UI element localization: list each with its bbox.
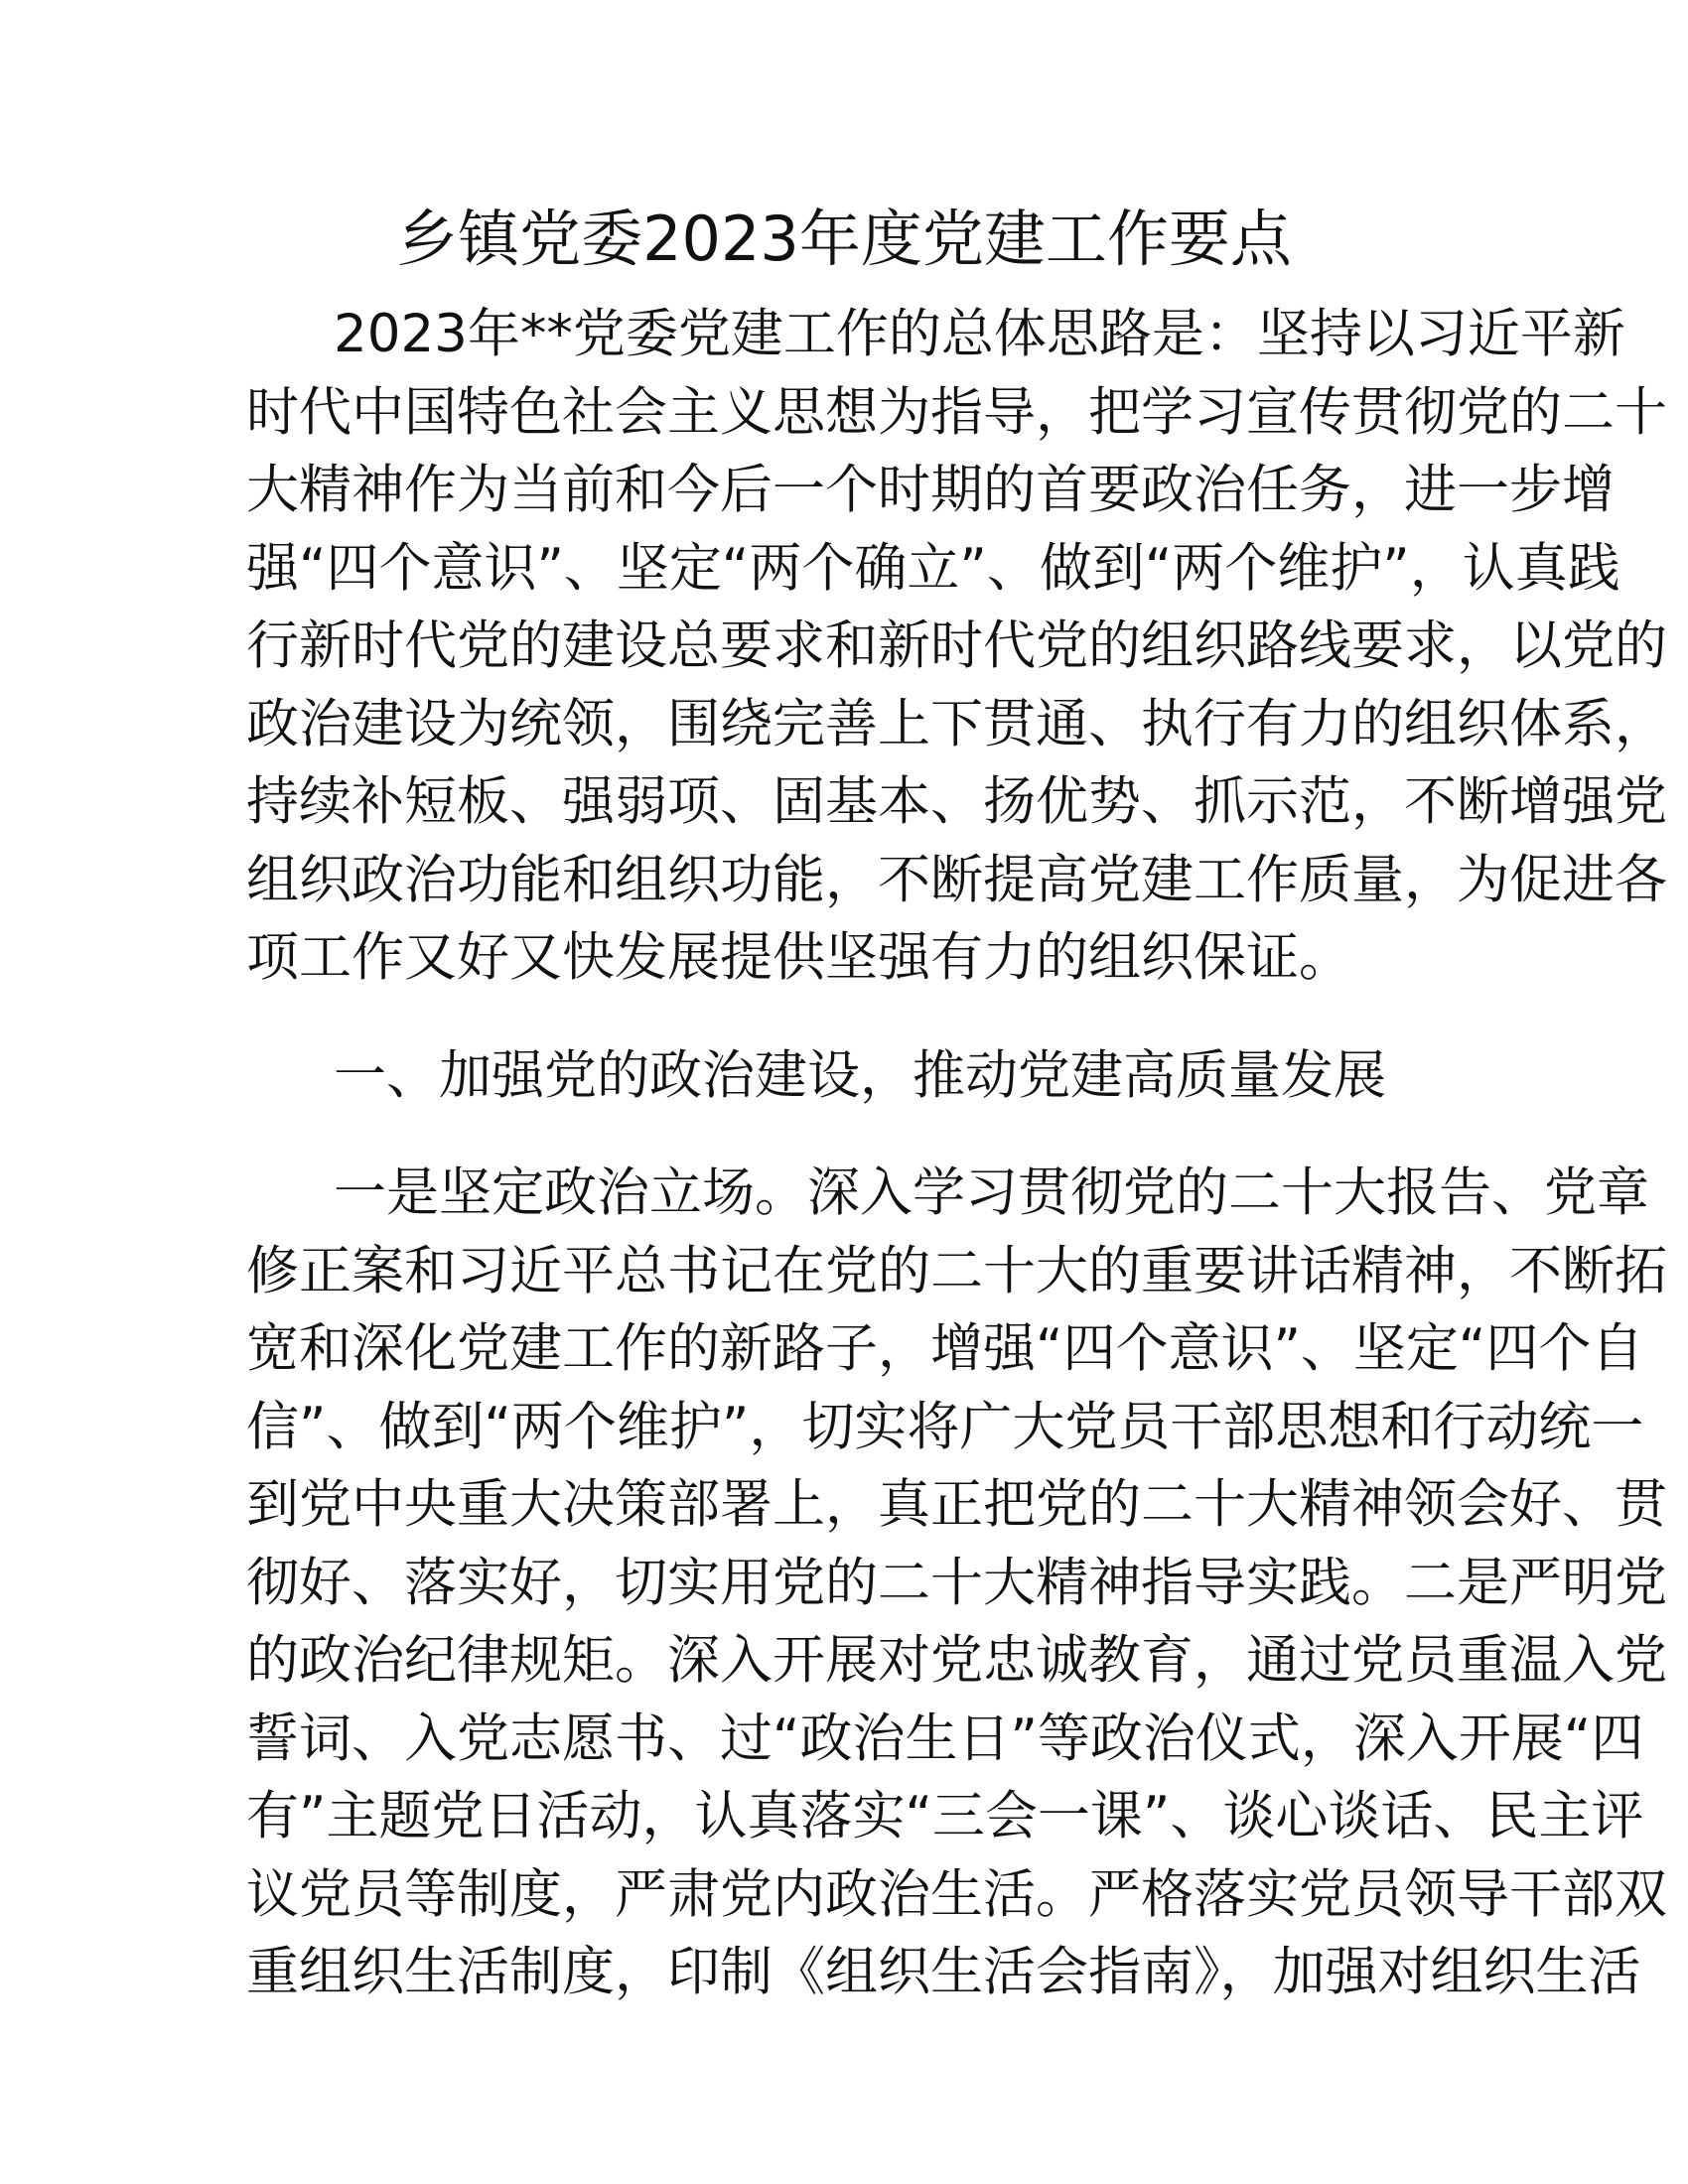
paragraph-line: 大精神作为当前和今后一个时期的首要政治任务，进一步增 xyxy=(246,460,1615,520)
paragraph-line: 组织政治功能和组织功能，不断提高党建工作质量，为促进各 xyxy=(246,849,1667,910)
paragraph-line: 时代中国特色社会主义思想为指导，把学习宣传贯彻党的二十 xyxy=(246,381,1667,443)
paragraph-line: 有”主题党日活动，认真落实“三会一课”、谈心谈话、民主评 xyxy=(246,1786,1644,1846)
paragraph-line: 重组织生活制度，印制《组织生活会指南》，加强对组织生活 xyxy=(246,1942,1641,2002)
paragraph-spacer xyxy=(246,1115,1448,1155)
paragraph-line: 项工作又好又快发展提供坚强有力的组织保证。 xyxy=(246,927,1351,988)
paragraph-line: 强“四个意识”、坚定“两个确立”、做到“两个维护”，认真践 xyxy=(246,537,1620,599)
paragraph-line: 宽和深化党建工作的新路子，增强“四个意识”、坚定“四个自 xyxy=(246,1318,1644,1379)
paragraph-line: 行新时代党的建设总要求和新时代党的组织路线要求，以党的 xyxy=(246,615,1667,676)
paragraph-line: 信”、做到“两个维护”，切实将广大党员干部思想和行动统一 xyxy=(246,1396,1644,1457)
section-heading: 一、加强党的政治建设，推动党建高质量发展 xyxy=(334,1044,1386,1106)
paragraph-line: 到党中央重大决策部署上，真正把党的二十大精神领会好、贯 xyxy=(246,1474,1667,1535)
paragraph-line: 誓词、入党志愿书、过“政治生日”等政治仪式，深入开展“四 xyxy=(246,1707,1644,1769)
paragraph-line: 一是坚定政治立场。深入学习贯彻党的二十大报告、党章 xyxy=(334,1162,1649,1223)
paragraph-line: 持续补短板、强弱项、固基本、扬优势、抓示范，不断增强党 xyxy=(246,771,1667,832)
section-paragraph xyxy=(246,1155,1667,2012)
paragraph-line: 2023年**党委党建工作的总体思路是：坚持以习近平新 xyxy=(334,304,1625,364)
document-body xyxy=(246,296,1667,2012)
paragraph-line: 彻好、落实好，切实用党的二十大精神指导实践。二是严明党 xyxy=(246,1552,1667,1613)
paragraph-line: 修正案和习近平总书记在党的二十大的重要讲话精神，不断拓 xyxy=(246,1240,1667,1301)
document-title: 乡镇党委2023年度党建工作要点 xyxy=(396,203,1292,275)
paragraph-line: 议党员等制度，严肃党内政治生活。严格落实党员领导干部双 xyxy=(246,1863,1667,1925)
paragraph-line: 的政治纪律规矩。深入开展对党忠诚教育，通过党员重温入党 xyxy=(246,1630,1667,1691)
intro-paragraph xyxy=(246,296,1667,998)
paragraph-line: 政治建设为统领，围绕完善上下贯通、执行有力的组织体系， xyxy=(246,693,1667,754)
paragraph-spacer xyxy=(246,998,1448,1037)
